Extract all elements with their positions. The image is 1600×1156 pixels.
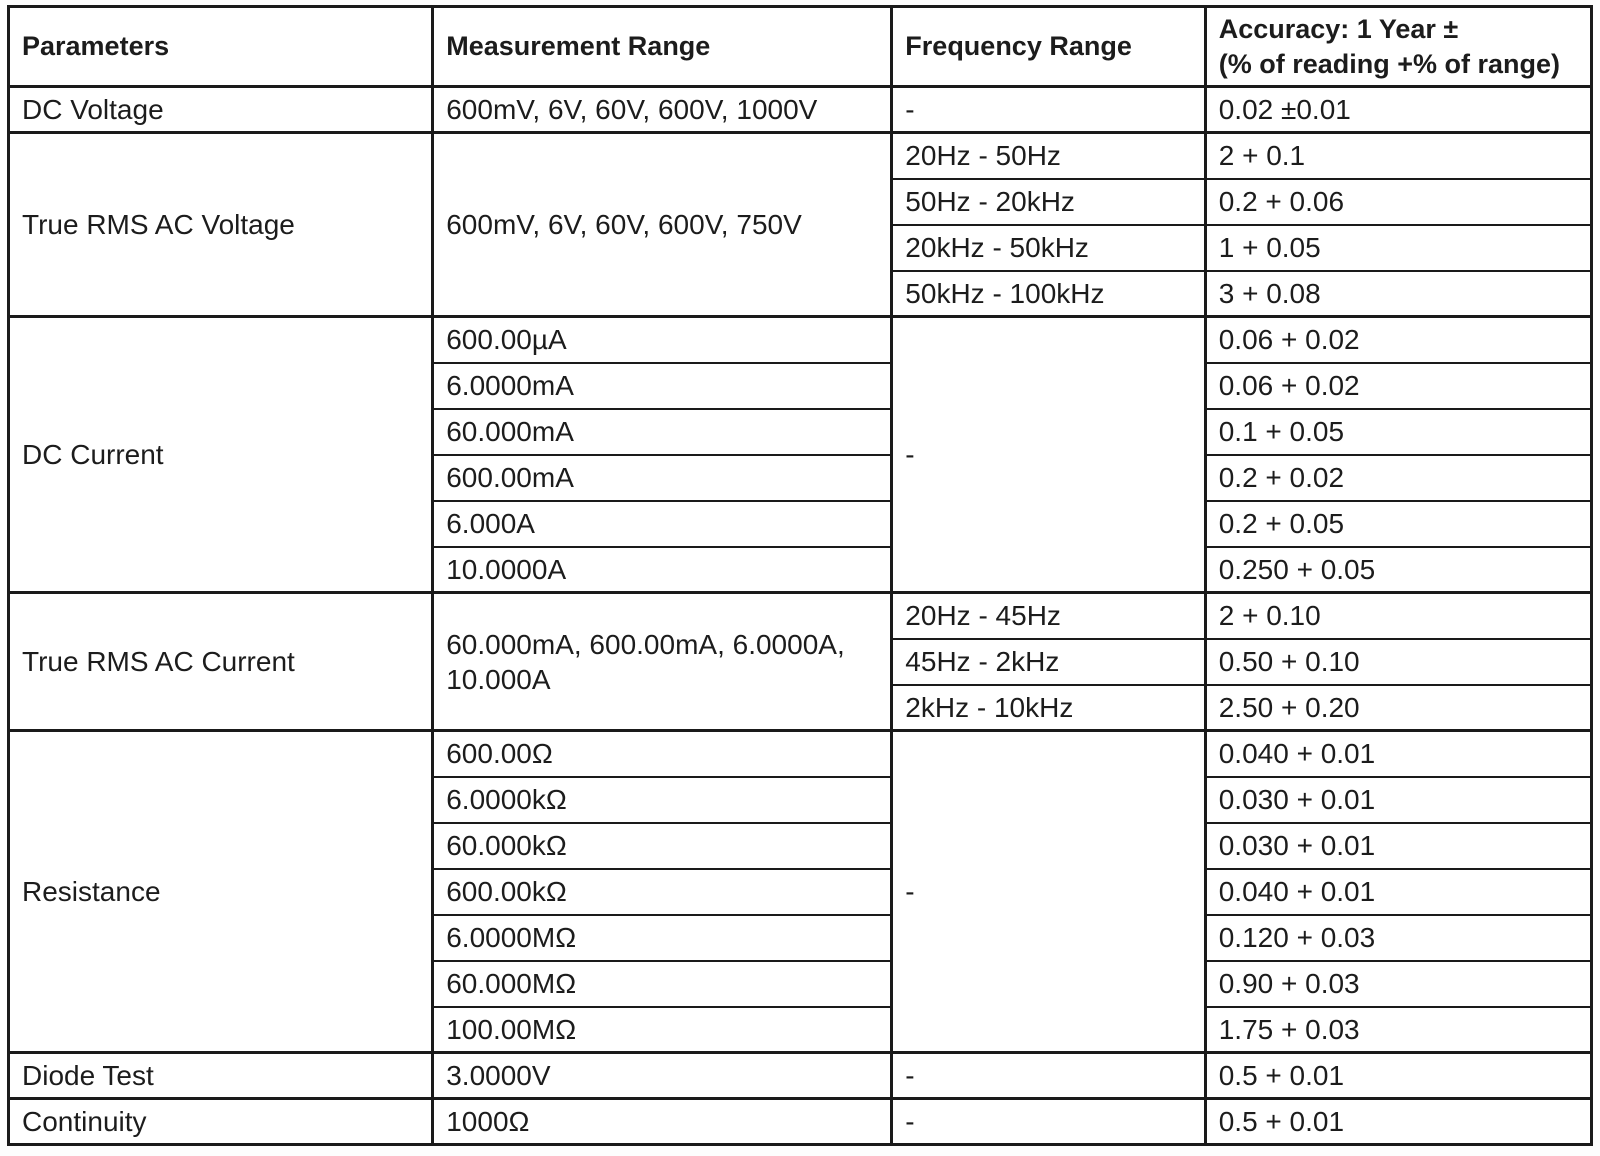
cell-measurement: 600mV, 6V, 60V, 600V, 750V xyxy=(433,133,892,317)
cell-measurement: 60.000kΩ xyxy=(433,823,892,869)
cell-accuracy: 0.5 + 0.01 xyxy=(1205,1053,1591,1099)
cell-accuracy: 0.06 + 0.02 xyxy=(1205,317,1591,363)
cell-accuracy: 0.040 + 0.01 xyxy=(1205,869,1591,915)
cell-parameter-dc-current: DC Current xyxy=(9,317,433,593)
cell-accuracy: 0.1 + 0.05 xyxy=(1205,409,1591,455)
cell-parameter-dc-voltage: DC Voltage xyxy=(9,87,433,133)
cell-accuracy: 0.040 + 0.01 xyxy=(1205,731,1591,777)
cell-measurement: 10.0000A xyxy=(433,547,892,593)
cell-measurement: 60.000MΩ xyxy=(433,961,892,1007)
cell-accuracy: 0.02 ±0.01 xyxy=(1205,87,1591,133)
cell-measurement: 1000Ω xyxy=(433,1099,892,1145)
cell-measurement: 600.00mA xyxy=(433,455,892,501)
header-parameters: Parameters xyxy=(9,7,433,87)
cell-frequency: 50Hz - 20kHz xyxy=(892,179,1205,225)
cell-accuracy: 0.50 + 0.10 xyxy=(1205,639,1591,685)
header-measurement-range: Measurement Range xyxy=(433,7,892,87)
table-row xyxy=(9,317,1592,363)
header-frequency-range: Frequency Range xyxy=(892,7,1205,87)
cell-accuracy: 0.90 + 0.03 xyxy=(1205,961,1591,1007)
table-row xyxy=(9,1053,1592,1099)
cell-accuracy: 0.030 + 0.01 xyxy=(1205,823,1591,869)
cell-parameter-continuity: Continuity xyxy=(9,1099,433,1145)
cell-frequency: - xyxy=(892,317,1205,593)
cell-accuracy: 0.120 + 0.03 xyxy=(1205,915,1591,961)
cell-measurement: 60.000mA, 600.00mA, 6.0000A, 10.000A xyxy=(433,593,892,731)
cell-accuracy: 0.06 + 0.02 xyxy=(1205,363,1591,409)
cell-frequency: - xyxy=(892,731,1205,1053)
cell-accuracy: 1 + 0.05 xyxy=(1205,225,1591,271)
cell-frequency: - xyxy=(892,87,1205,133)
cell-frequency: 45Hz - 2kHz xyxy=(892,639,1205,685)
header-accuracy-line1: Accuracy: 1 Year ± xyxy=(1218,14,1459,45)
cell-accuracy: 0.2 + 0.05 xyxy=(1205,501,1591,547)
cell-frequency: 20kHz - 50kHz xyxy=(892,225,1205,271)
header-accuracy-line2: (% of reading +% of range) xyxy=(1218,48,1561,79)
cell-measurement: 600mV, 6V, 60V, 600V, 1000V xyxy=(433,87,892,133)
cell-measurement: 6.0000mA xyxy=(433,363,892,409)
spec-table xyxy=(7,5,1593,1146)
cell-frequency: 20Hz - 45Hz xyxy=(892,593,1205,639)
cell-measurement: 600.00kΩ xyxy=(433,869,892,915)
cell-accuracy: 0.5 + 0.01 xyxy=(1205,1099,1591,1145)
cell-accuracy: 2 + 0.10 xyxy=(1205,593,1591,639)
table-row xyxy=(9,133,1592,179)
cell-frequency: 20Hz - 50Hz xyxy=(892,133,1205,179)
cell-accuracy: 0.2 + 0.06 xyxy=(1205,179,1591,225)
cell-measurement: 3.0000V xyxy=(433,1053,892,1099)
cell-accuracy: 0.030 + 0.01 xyxy=(1205,777,1591,823)
cell-parameter-ac-voltage: True RMS AC Voltage xyxy=(9,133,433,317)
cell-parameter-ac-current: True RMS AC Current xyxy=(9,593,433,731)
cell-measurement: 600.00Ω xyxy=(433,731,892,777)
cell-parameter-diode-test: Diode Test xyxy=(9,1053,433,1099)
header-row xyxy=(9,7,1592,87)
cell-frequency: - xyxy=(892,1099,1205,1145)
cell-measurement: 6.000A xyxy=(433,501,892,547)
header-accuracy xyxy=(1205,7,1591,87)
table-row xyxy=(9,593,1592,639)
cell-accuracy: 1.75 + 0.03 xyxy=(1205,1007,1591,1053)
cell-accuracy: 0.2 + 0.02 xyxy=(1205,455,1591,501)
cell-measurement: 6.0000kΩ xyxy=(433,777,892,823)
table-row xyxy=(9,731,1592,777)
table-row xyxy=(9,87,1592,133)
cell-accuracy: 0.250 + 0.05 xyxy=(1205,547,1591,593)
cell-measurement: 6.0000MΩ xyxy=(433,915,892,961)
cell-accuracy: 2.50 + 0.20 xyxy=(1205,685,1591,731)
cell-measurement: 600.00µA xyxy=(433,317,892,363)
cell-measurement: 100.00MΩ xyxy=(433,1007,892,1053)
cell-frequency: 50kHz - 100kHz xyxy=(892,271,1205,317)
cell-frequency: - xyxy=(892,1053,1205,1099)
cell-accuracy: 2 + 0.1 xyxy=(1205,133,1591,179)
cell-frequency: 2kHz - 10kHz xyxy=(892,685,1205,731)
table-row xyxy=(9,1099,1592,1145)
cell-accuracy: 3 + 0.08 xyxy=(1205,271,1591,317)
cell-parameter-resistance: Resistance xyxy=(9,731,433,1053)
cell-measurement: 60.000mA xyxy=(433,409,892,455)
